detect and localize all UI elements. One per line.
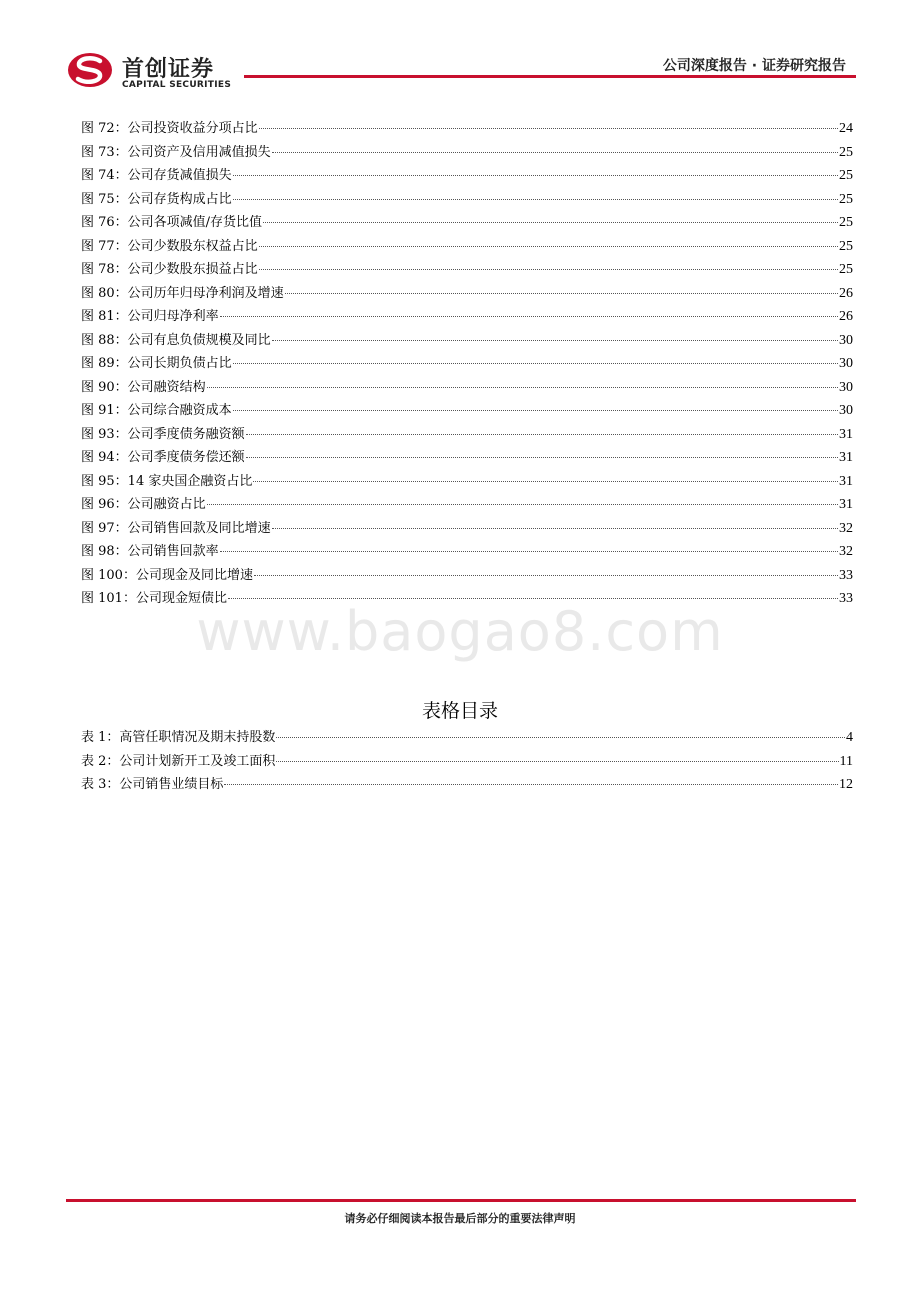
toc-item[interactable] xyxy=(81,399,853,423)
toc-item-page: 25 xyxy=(839,144,853,160)
logo-english-name: CAPITAL SECURITIES xyxy=(122,80,232,90)
toc-leader-dots xyxy=(276,736,845,738)
toc-item[interactable] xyxy=(81,446,853,470)
table-list-heading: 表格目录 xyxy=(421,700,498,722)
toc-item-page: 26 xyxy=(839,285,853,301)
toc-leader-dots xyxy=(220,315,838,317)
toc-item-label: 图 98：公司销售回款率 xyxy=(81,544,219,559)
toc-leader-dots xyxy=(233,198,838,200)
table-list xyxy=(81,726,853,797)
header-divider xyxy=(244,75,856,78)
toc-item[interactable] xyxy=(81,376,853,400)
toc-item-label: 图 73：公司资产及信用减值损失 xyxy=(81,144,271,160)
toc-item-label: 图 96：公司融资占比 xyxy=(81,497,206,512)
toc-item-page: 32 xyxy=(839,544,853,559)
figure-list xyxy=(81,117,853,611)
toc-item-label: 图 101：公司现金短债比 xyxy=(81,591,227,606)
toc-item-page: 24 xyxy=(839,121,853,136)
toc-item[interactable] xyxy=(81,188,853,212)
toc-item[interactable] xyxy=(81,750,853,774)
toc-item-label: 图 89：公司长期负债占比 xyxy=(81,356,232,371)
toc-leader-dots xyxy=(272,151,838,153)
toc-item-page: 30 xyxy=(839,379,853,395)
toc-item-label: 表 1：高管任职情况及期末持股数 xyxy=(81,730,276,745)
toc-item-label: 图 72：公司投资收益分项占比 xyxy=(81,121,258,136)
toc-item-label: 图 94：公司季度债务偿还额 xyxy=(81,450,245,465)
toc-item-label: 图 76：公司各项减值/存货比值 xyxy=(81,215,263,230)
toc-leader-dots xyxy=(220,550,838,552)
toc-item-label: 图 81：公司归母净利率 xyxy=(81,309,219,324)
toc-leader-dots xyxy=(259,268,838,270)
toc-item[interactable] xyxy=(81,141,853,165)
toc-leader-dots xyxy=(259,245,838,247)
toc-item-label: 图 93：公司季度债务融资额 xyxy=(81,426,245,442)
toc-item-label: 图 78：公司少数股东损益占比 xyxy=(81,262,258,277)
toc-item[interactable] xyxy=(81,235,853,259)
toc-item-page: 32 xyxy=(839,520,853,536)
toc-item-page: 30 xyxy=(839,356,853,371)
toc-item-page: 30 xyxy=(839,332,853,348)
toc-item-page: 25 xyxy=(839,168,853,183)
toc-leader-dots xyxy=(276,760,838,762)
toc-item[interactable] xyxy=(81,164,853,188)
toc-item-page: 33 xyxy=(839,591,853,606)
toc-item-page: 25 xyxy=(839,191,853,207)
toc-item[interactable] xyxy=(81,423,853,447)
toc-leader-dots xyxy=(246,456,838,458)
report-type-title: 公司深度报告 · 证券研究报告 xyxy=(662,58,846,74)
toc-leader-dots xyxy=(263,221,838,223)
toc-item[interactable] xyxy=(81,726,853,750)
toc-item-page: 4 xyxy=(846,730,853,745)
legal-disclaimer-note: 请务必仔细阅读本报告最后部分的重要法律声明 xyxy=(344,1212,576,1225)
toc-leader-dots xyxy=(228,597,838,599)
logo-chinese-name: 首创证券 xyxy=(122,57,215,82)
toc-item-label: 图 77：公司少数股东权益占比 xyxy=(81,238,258,254)
toc-item[interactable] xyxy=(81,493,853,517)
toc-item-page: 25 xyxy=(839,262,853,277)
toc-item-page: 30 xyxy=(839,403,853,418)
company-logo xyxy=(66,50,246,94)
toc-item-label: 表 3：公司销售业绩目标 xyxy=(81,777,224,792)
toc-item-page: 31 xyxy=(839,426,853,442)
toc-item-label: 图 75：公司存货构成占比 xyxy=(81,191,232,207)
toc-item-page: 31 xyxy=(839,473,853,489)
toc-item-label: 图 91：公司综合融资成本 xyxy=(81,403,232,418)
toc-item[interactable] xyxy=(81,352,853,376)
toc-item-label: 图 88：公司有息负债规模及同比 xyxy=(81,332,271,348)
toc-item-label: 图 97：公司销售回款及同比增速 xyxy=(81,520,271,536)
footer-divider xyxy=(66,1199,856,1202)
toc-item[interactable] xyxy=(81,564,853,588)
toc-item-label: 图 74：公司存货减值损失 xyxy=(81,168,232,183)
toc-item[interactable] xyxy=(81,540,853,564)
toc-item[interactable] xyxy=(81,211,853,235)
toc-leader-dots xyxy=(272,527,838,529)
toc-item[interactable] xyxy=(81,282,853,306)
toc-leader-dots xyxy=(233,174,838,176)
toc-item-label: 表 2：公司计划新开工及竣工面积 xyxy=(81,753,276,769)
toc-item[interactable] xyxy=(81,470,853,494)
toc-item[interactable] xyxy=(81,258,853,282)
toc-item-page: 33 xyxy=(839,567,853,583)
toc-leader-dots xyxy=(246,433,838,435)
toc-leader-dots xyxy=(285,292,838,294)
page-header xyxy=(0,0,920,100)
toc-item-page: 25 xyxy=(839,238,853,254)
toc-leader-dots xyxy=(207,386,838,388)
toc-item-page: 25 xyxy=(839,215,853,230)
watermark-text: www.baogao8.com xyxy=(196,600,724,663)
toc-item-label: 图 95：14 家央国企融资占比 xyxy=(81,473,253,489)
toc-item[interactable] xyxy=(81,329,853,353)
toc-item-page: 12 xyxy=(839,777,853,792)
toc-item[interactable] xyxy=(81,305,853,329)
toc-item-label: 图 80：公司历年归母净利润及增速 xyxy=(81,285,284,301)
toc-item-label: 图 90：公司融资结构 xyxy=(81,379,206,395)
toc-leader-dots xyxy=(259,127,838,129)
toc-leader-dots xyxy=(224,783,838,785)
toc-item[interactable] xyxy=(81,517,853,541)
toc-leader-dots xyxy=(233,362,838,364)
toc-item-page: 11 xyxy=(839,753,853,769)
toc-item-page: 26 xyxy=(839,309,853,324)
toc-item-page: 31 xyxy=(839,497,853,512)
toc-leader-dots xyxy=(207,503,838,505)
toc-item[interactable] xyxy=(81,773,853,797)
toc-leader-dots xyxy=(254,574,838,576)
toc-item-label: 图 100：公司现金及同比增速 xyxy=(81,567,253,583)
toc-item[interactable] xyxy=(81,117,853,141)
toc-leader-dots xyxy=(253,480,838,482)
capital-securities-logo-icon xyxy=(66,50,116,94)
toc-item-page: 31 xyxy=(839,450,853,465)
toc-leader-dots xyxy=(272,339,838,341)
toc-leader-dots xyxy=(233,409,838,411)
